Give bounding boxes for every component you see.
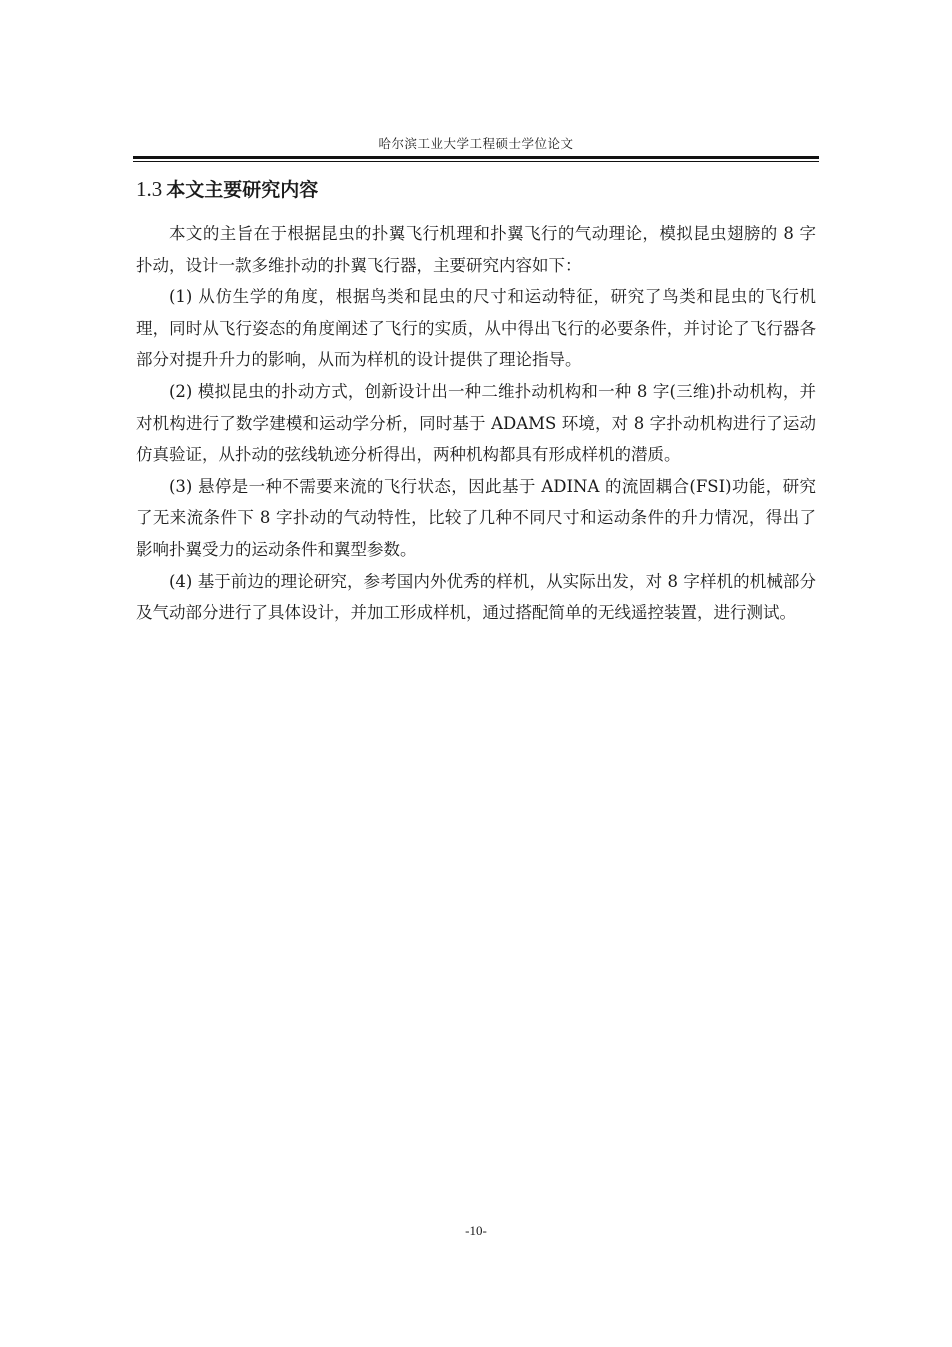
research-item-3: (3) 悬停是一种不需要来流的飞行状态，因此基于 ADINA 的流固耦合(FSI)功能，研究了无来流条件下 8 字扑动的气动特性，比较了几种不同尺寸和运动条件的升力情况，得出了影响扑翼受力的运动条件和翼型参数。 bbox=[136, 476, 816, 559]
section-body bbox=[136, 218, 816, 629]
research-item-1: (1) 从仿生学的角度，根据鸟类和昆虫的尺寸和运动特征，研究了鸟类和昆虫的飞行机理，同时从飞行姿态的角度阐述了飞行的实质，从中得出飞行的必要条件，并讨论了飞行器各部分对提升升力的影响，从而为样机的设计提供了理论指导。 bbox=[136, 287, 816, 370]
header-rule-thick bbox=[133, 156, 819, 159]
section-title: 本文主要研究内容 bbox=[166, 179, 319, 201]
running-header: 哈尔滨工业大学工程硕士学位论文 bbox=[378, 136, 574, 151]
section-number: 1.3 bbox=[136, 177, 163, 201]
section-heading bbox=[136, 174, 816, 205]
header-rule-thin bbox=[133, 161, 819, 162]
page-number: -10- bbox=[465, 1223, 487, 1238]
research-item-2: (2) 模拟昆虫的扑动方式，创新设计出一种二维扑动机构和一种 8 字(三维)扑动机构，并对机构进行了数学建模和运动学分析，同时基于 ADAMS 环境，对 8 字扑动机构进行了运动仿真验证，从扑动的弦线轨迹分析得出，两种机构都具有形成样机的潜质。 bbox=[136, 381, 816, 465]
research-item-4: (4) 基于前边的理论研究，参考国内外优秀的样机，从实际出发，对 8 字样机的机械部分及气动部分进行了具体设计，并加工形成样机，通过搭配简单的无线遥控装置，进行测试。 bbox=[136, 571, 816, 623]
intro-paragraph: 本文的主旨在于根据昆虫的扑翼飞行机理和扑翼飞行的气动理论，模拟昆虫翅膀的 8 字扑动，设计一款多维扑动的扑翼飞行器，主要研究内容如下： bbox=[136, 224, 816, 275]
